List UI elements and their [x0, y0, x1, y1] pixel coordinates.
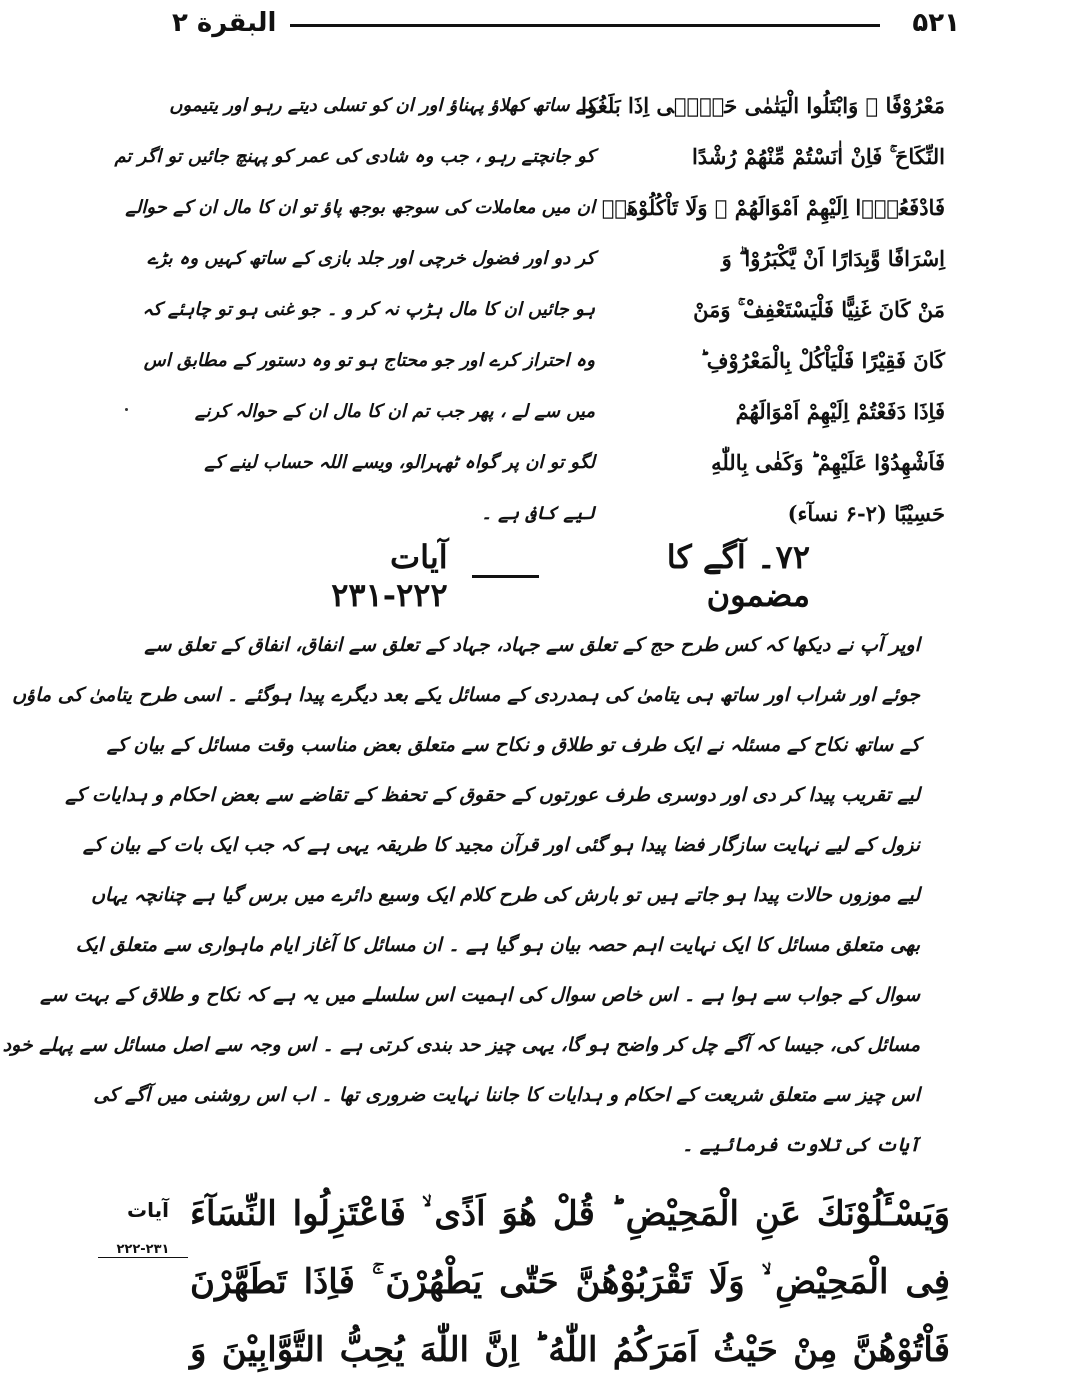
translation-line: کو جانچتے رہو ، جب وہ شادی کی عمر کو پہنچ جائیں تو اگر تم — [114, 146, 595, 167]
translation-line: میں سے لے ، پھر جب تم ان کا مال ان کے حوالہ کرنے — [194, 401, 595, 422]
quran-verse-line: فِى الْمَحِيْضِ ۙ وَلَا تَقْرَبُوْهُنَّ حَتّٰى يَطْهُرْنَ ۚ فَاِذَا تَطَهَّرْنَ — [190, 1262, 950, 1302]
translation-line: ہو جائیں ان کا مال ہڑپ نہ کر و ۔ جو غنی ہو تو چاہئے کہ — [142, 299, 595, 320]
body-line: لیے تقریب پیدا کر دی اور دوسری طرف عورتوں کے حقوق کے تحفظ کے تقاضے سے بعض احکام و ہدایات کے — [65, 784, 920, 806]
arabic-verse-line: فَاَشْهِدُوْا عَلَيْهِمْ ؕ وَكَفٰى بِاللّٰهِ — [711, 450, 945, 475]
ayat-margin-range: ۲۲۲-۲۳۱ — [98, 1242, 188, 1258]
arabic-verse-line: فَادْفَعُوْۤا اِلَيْهِمْ اَمْوَالَهُمْ ۚ وَلَا تَاْكُلُوْهَاۤ — [601, 195, 945, 220]
body-line: اس چیز سے متعلق شریعت کے احکام و ہدایات کا جاننا نہایت ضروری تھا ۔ اب اس روشنی میں آگے کی — [93, 1084, 920, 1106]
arabic-verse-line: فَاِذَا دَفَعْتُمْ اِلَيْهِمْ اَمْوَالَهُمْ — [735, 399, 945, 424]
arabic-verse-column — [581, 80, 945, 539]
translation-line: کے ساتھ کھلاؤ پہناؤ اور ان کو تسلی دیتے رہو اور یتیموں — [169, 95, 595, 116]
urdu-translation-column — [114, 80, 595, 539]
header-rule — [290, 24, 880, 27]
body-line: کے ساتھ نکاح کے مسئلہ نے ایک طرف تو طلاق و نکاح سے متعلق بعض مناسب وقت مسائل کے بیان کے — [106, 734, 920, 756]
heading-dash — [472, 575, 539, 578]
quran-verses-block — [190, 1180, 950, 1384]
verse-translation-block — [114, 80, 945, 526]
body-line: نزول کے لیے نہایت سازگار فضا پیدا ہو گئی اور قرآن مجید کا طریقہ یہی ہے کہ جب ایک بات کے بیان کے — [82, 834, 920, 856]
body-line: آیات کی تلاوت فرمائیے ۔ — [682, 1134, 920, 1156]
body-line: مسائل کی، جیسا کہ آگے چل کر واضح ہو گا، یہی چیز حد بندی کرتی ہے ۔ اس وجہ سے اصل مسائل سے پہلے خود — [2, 1034, 920, 1056]
arabic-verse-line: اِسْرَافًا وَّبِدَارًا اَنْ يَّكْبَرُوْا ۗ وَ — [721, 246, 945, 271]
arabic-verse-line: مَعْرُوْفًا ۞ وَابْتَلُوا الْيَتٰمٰى حَتّٰۤى اِذَا بَلَغُوا — [581, 93, 945, 118]
translation-line: کر دو اور فضول خرچی اور جلد بازی کے ساتھ کہیں وہ بڑے — [147, 248, 595, 269]
scan-speck — [125, 408, 128, 411]
translation-line: لگو تو ان پر گواہ ٹھہرالو، ویسے اللہ حساب لینے کے — [204, 452, 595, 473]
arabic-verse-line: كَانَ فَقِيْرًا فَلْيَاْكُلْ بِالْمَعْرُوْفِ ؕ — [700, 348, 945, 373]
page-number: ۵۲۱ — [912, 8, 960, 38]
body-line: لیے موزوں حالات پیدا ہو جاتے ہیں تو بارش کی طرح کلام ایک وسیع دائرے میں برس گیا ہے چنانچہ یہاں — [91, 884, 920, 906]
body-paragraph — [2, 620, 920, 1170]
arabic-verse-line: حَسِيْبًا (۲-۶ نسآء) — [787, 501, 945, 526]
body-line: جوئے اور شراب اور ساتھ ہی یتامیٰ کی ہمدردی کے مسائل یکے بعد دیگرے پیدا ہوگئے ۔ اسی طرح یتامیٰ کی ماؤں — [12, 684, 920, 706]
arabic-verse-line: النِّكَاحَ ۚ فَاِنْ اٰنَسْتُمْ مِّنْهُمْ رُشْدًا — [691, 144, 945, 169]
translation-line: لیے کافی ہے ۔ — [481, 503, 595, 524]
ayat-margin-label: آیات — [127, 1198, 169, 1222]
quran-verse-line: وَيَسْـَٔلُوْنَكَ عَنِ الْمَحِيْضِ ؕ قُلْ هُوَ اَذًى ۙ فَاعْتَزِلُوا النِّسَآءَ — [190, 1194, 950, 1234]
page-header — [160, 6, 960, 46]
translation-line: ان میں معاملات کی سوجھ بوجھ پاؤ تو ان کا مال ان کے حوالے — [125, 197, 595, 218]
body-line: اوپر آپ نے دیکھا کہ کس طرح حج کے تعلق سے جہاد، جہاد کے تعلق سے انفاق، انفاق کے تعلق سے — [144, 634, 920, 656]
section-heading-ayat: آیات ۲۲۲-۲۳۱ — [331, 538, 448, 614]
surah-title: البقرة ۲ — [172, 8, 277, 38]
body-line: بھی متعلق مسائل کا ایک نہایت اہم حصہ بیان ہو گیا ہے ۔ ان مسائل کا آغاز ایام ماہواری سے متعلق ایک — [75, 934, 920, 956]
translation-line: وہ احتراز کرے اور جو محتاج ہو تو وہ دستور کے مطابق اس — [143, 350, 595, 371]
section-heading — [270, 538, 810, 614]
quran-verse-line: فَاْتُوْهُنَّ مِنْ حَيْثُ اَمَرَكُمُ اللّٰهُ ؕ اِنَّ اللّٰهَ يُحِبُّ التَّوَّابِيْنَ وَ — [190, 1330, 950, 1370]
body-line: سوال کے جواب سے ہوا ہے ۔ اس خاص سوال کی اہمیت اس سلسلے میں یہ ہے کہ نکاح و طلاق کے بہت سے — [40, 984, 920, 1006]
arabic-verse-line: مَنْ كَانَ غَنِيًّا فَلْيَسْتَعْفِفْ ۚ وَمَنْ — [693, 297, 945, 322]
section-heading-title: ۷۲۔ آگے کا مضمون — [666, 538, 810, 614]
